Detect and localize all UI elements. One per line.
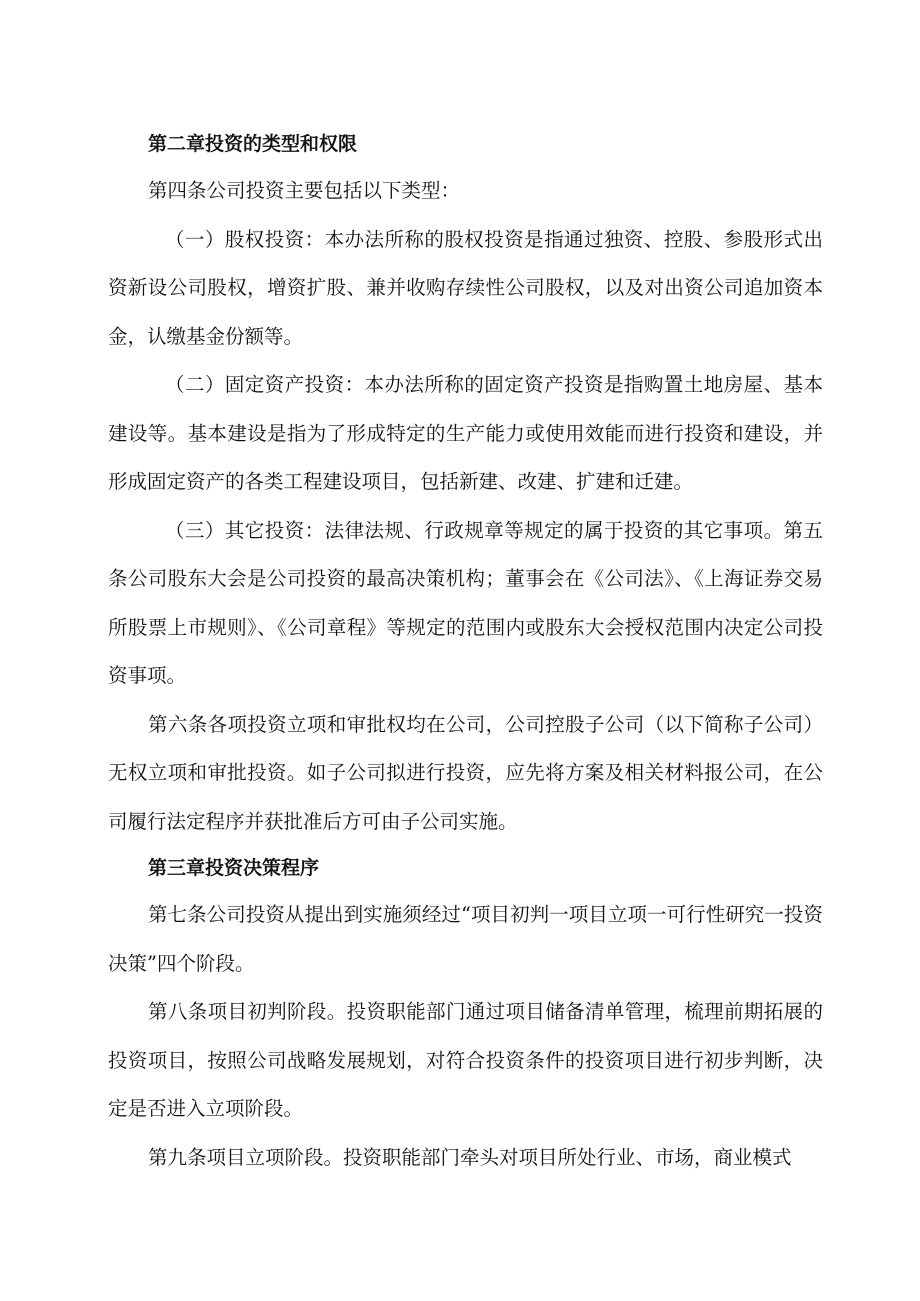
item-3-other-investment: （三）其它投资：法律法规、行政规章等规定的属于投资的其它事项。第五条公司股东大会是公司投资的最高决策机构；董事会在《公司法》、《上海证券交易所股票上市规则》、《公司章程》等规定的范围内或股东大会授权范围内决定公司投资事项。 [108, 518, 823, 687]
article-4-intro: 第四条公司投资主要包括以下类型： [148, 179, 461, 202]
article-8: 第八条项目初判阶段。投资职能部门通过项目储备清单管理，梳理前期拓展的投资项目，按照公司战略发展规划，对符合投资条件的投资项目进行初步判断，决定是否进入立项阶段。 [108, 1000, 823, 1120]
document-page [108, 122, 823, 1182]
item-2-fixed-asset-investment: （二）固定资产投资：本办法所称的固定资产投资是指购置土地房屋、基本建设等。基本建设是指为了形成特定的生产能力或使用效能而进行投资和建设，并形成固定资产的各类工程建设项目，包括新建、改建、扩建和迁建。 [108, 373, 823, 493]
article-9: 第九条项目立项阶段。投资职能部门牵头对项目所处行业、市场，商业模式 [148, 1145, 792, 1169]
article-6: 第六条各项投资立项和审批权均在公司，公司控股子公司（以下简称子公司）无权立项和审批投资。如子公司拟进行投资，应先将方案及相关材料报公司，在公司履行法定程序并获批准后方可由子公司实施。 [108, 712, 823, 833]
chapter-3-heading: 第三章投资决策程序 [148, 857, 320, 879]
article-7: 第七条公司投资从提出到实施须经过“项目初判一项目立项一可行性研究一投资决策”四个阶段。 [108, 903, 823, 975]
chapter-2-heading: 第二章投资的类型和权限 [148, 133, 358, 155]
item-1-equity-investment: （一）股权投资：本办法所称的股权投资是指通过独资、控股、参股形式出资新设公司股权，增资扩股、兼并收购存续性公司股权，以及对出资公司追加资本金，认缴基金份额等。 [108, 227, 823, 348]
